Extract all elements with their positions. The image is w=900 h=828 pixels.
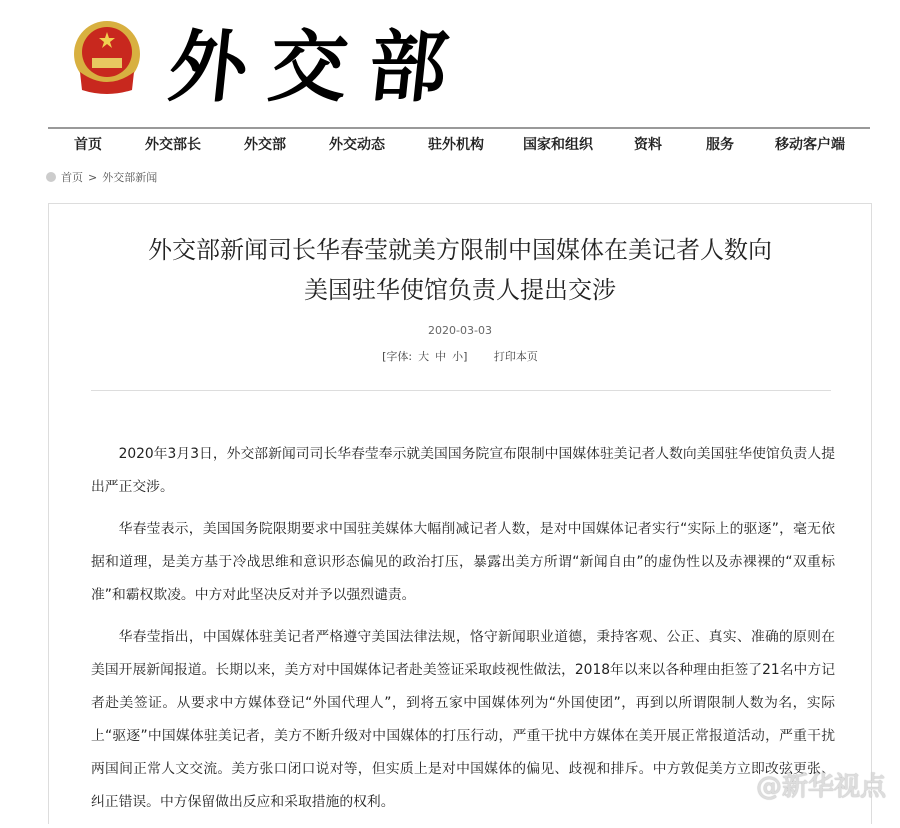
nav-services[interactable]: 服务 bbox=[706, 137, 734, 153]
main-nav bbox=[48, 134, 870, 156]
title-line-1: 外交部新闻司长华春莹就美方限制中国媒体在美记者人数向 bbox=[148, 236, 772, 264]
breadcrumb-bullet-icon bbox=[46, 172, 56, 182]
nav-ministry[interactable]: 外交部 bbox=[244, 137, 286, 153]
font-large-button[interactable]: 大 bbox=[418, 350, 430, 363]
watermark: @新华视点 bbox=[755, 772, 886, 802]
article-tools bbox=[49, 348, 871, 364]
nav-minister[interactable]: 外交部长 bbox=[145, 137, 201, 153]
article-date: 2020-03-03 bbox=[428, 324, 492, 337]
title-divider bbox=[91, 390, 831, 391]
article-title bbox=[49, 230, 871, 310]
ministry-logo-calligraphy: 外交部 bbox=[164, 22, 475, 113]
nav-mobile[interactable]: 移动客户端 bbox=[775, 137, 845, 153]
nav-home[interactable]: 首页 bbox=[74, 137, 102, 153]
paragraph: 华春莹表示，美国国务院限期要求中国驻美媒体大幅削减记者人数，是对中国媒体记者实行“实际上的驱逐”，毫无依据和道理，是美方基于冷战思维和意识形态偏见的政治打压，暴露出美方所谓“新闻自由”的虚伪性以及赤裸裸的“双重标准”和霸权欺凌。中方对此坚决反对并予以强烈谴责。 bbox=[91, 521, 835, 603]
breadcrumb bbox=[46, 169, 157, 185]
article-container bbox=[48, 203, 872, 824]
nav-divider bbox=[48, 127, 870, 129]
nav-resources[interactable]: 资料 bbox=[634, 137, 662, 153]
font-size-label: [字体: bbox=[382, 350, 413, 363]
breadcrumb-current[interactable]: 外交部新闻 bbox=[102, 171, 158, 184]
national-emblem-icon bbox=[72, 20, 142, 96]
paragraph: 2020年3月3日，外交部新闻司司长华春莹奉示就美国国务院宣布限制中国媒体驻美记者人数向美国驻华使馆负责人提出严正交涉。 bbox=[91, 446, 835, 495]
nav-missions[interactable]: 驻外机构 bbox=[428, 137, 484, 153]
nav-news[interactable]: 外交动态 bbox=[329, 137, 385, 153]
font-medium-button[interactable]: 中 bbox=[435, 350, 447, 363]
breadcrumb-separator: > bbox=[88, 170, 98, 184]
title-line-2: 美国驻华使馆负责人提出交涉 bbox=[304, 276, 616, 304]
paragraph: 华春莹指出，中国媒体驻美记者严格遵守美国法律法规，恪守新闻职业道德，秉持客观、公正、真实、准确的原则在美国开展新闻报道。长期以来，美方对中国媒体记者赴美签证采取歧视性做法，2018年以来以各种理由拒签了21名中方记者赴美签证。从要求中方媒体登记“外国代理人”，到将五家中国媒体列为“外国使团”，再到以所谓限制人数为名，实际上“驱逐”中国媒体驻美记者，美方不断升级对中国媒体的打压行动，严重干扰中方媒体在美开展正常报道活动，严重干扰两国间正常人文交流。美方张口闭口说对等，但实质上是对中国媒体的偏见、歧视和排斥。中方敦促美方立即改弦更张、纠正错误。中方保留做出反应和采取措施的权利。 bbox=[91, 629, 835, 810]
article-body bbox=[91, 438, 835, 828]
font-small-button[interactable]: 小] bbox=[452, 350, 468, 363]
breadcrumb-home[interactable]: 首页 bbox=[61, 171, 83, 184]
print-button[interactable]: 打印本页 bbox=[493, 350, 538, 363]
nav-countries[interactable]: 国家和组织 bbox=[523, 137, 593, 153]
